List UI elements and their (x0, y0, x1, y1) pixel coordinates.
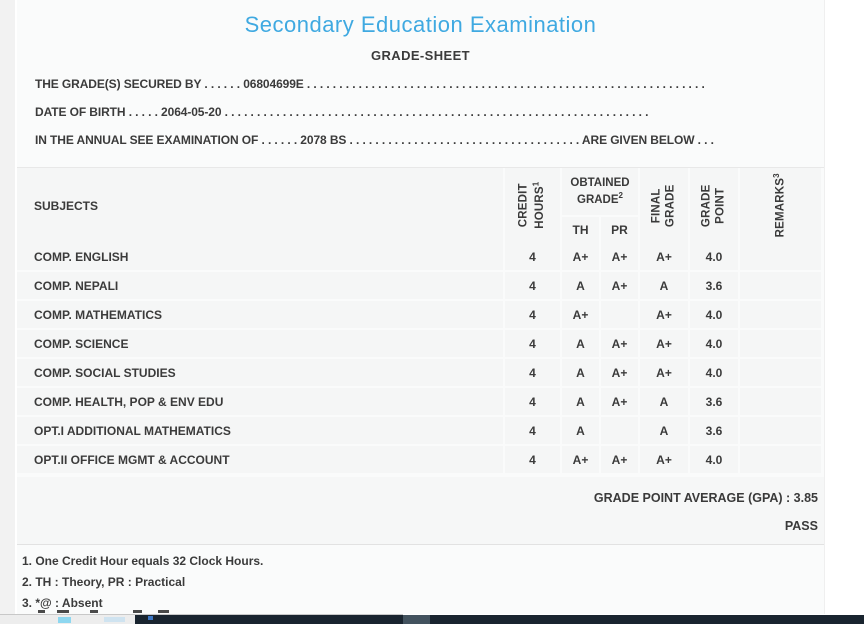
summary-block (17, 477, 824, 545)
pr-grade-cell (601, 301, 638, 328)
th-grade-cell: A (562, 359, 599, 386)
credit-cell: 4 (505, 243, 560, 270)
subject-cell: COMP. HEALTH, POP & ENV EDU (17, 388, 503, 415)
grade-point-cell: 4.0 (690, 359, 738, 386)
info-line-grades-secured-by: THE GRADE(S) SECURED BY . . . . . . 06804699E . . . . . . . . . . . . . . . . . . . . . . . . . . . . . . . . . . . . . . . . . . . . . . . . . . . . . . . . . . . . . . (35, 77, 705, 91)
column-header-th: TH (562, 217, 599, 243)
grade-point-cell: 4.0 (690, 243, 738, 270)
remarks-cell (740, 359, 821, 386)
final-grade-cell: A (640, 388, 688, 415)
grade-point-cell: 4.0 (690, 446, 738, 473)
remarks-cell (740, 446, 821, 473)
th-grade-cell: A+ (562, 301, 599, 328)
credit-cell: 4 (505, 388, 560, 415)
table-header-row (17, 168, 821, 243)
grade-point-cell: 4.0 (690, 330, 738, 357)
footnote-3: 3. *@ : Absent (22, 596, 103, 610)
info-line-date-of-birth: DATE OF BIRTH . . . . . 2064-05-20 . . . . . . . . . . . . . . . . . . . . . . . . . . . . . . . . . . . . . . . . . . . . . . . . . . . . . . . . . . . . . . . . . . (35, 105, 649, 119)
final-grade-cell: A+ (640, 330, 688, 357)
subject-cell: COMP. NEPALI (17, 272, 503, 299)
th-grade-cell: A+ (562, 446, 599, 473)
grade-point-cell: 4.0 (690, 301, 738, 328)
subject-cell: COMP. SOCIAL STUDIES (17, 359, 503, 386)
final-grade-cell: A+ (640, 446, 688, 473)
table-row (17, 243, 821, 270)
credit-cell: 4 (505, 417, 560, 444)
credit-cell: 4 (505, 330, 560, 357)
taskbar-dark-segment[interactable] (135, 615, 864, 624)
grade-point-cell: 3.6 (690, 272, 738, 299)
result-status: PASS (784, 519, 818, 533)
table-row (17, 417, 821, 444)
th-grade-cell: A (562, 417, 599, 444)
remarks-cell (740, 272, 821, 299)
footnote-1: 1. One Credit Hour equals 32 Clock Hours. (22, 554, 264, 568)
grade-point-cell: 3.6 (690, 417, 738, 444)
column-header-obtained-grade: OBTAINED GRADE$^2$ TH PR (562, 168, 638, 243)
pr-grade-cell: A+ (601, 359, 638, 386)
table-row (17, 388, 821, 415)
subject-cell: COMP. SCIENCE (17, 330, 503, 357)
subject-cell: COMP. ENGLISH (17, 243, 503, 270)
pr-grade-cell: A+ (601, 272, 638, 299)
pr-grade-cell: A+ (601, 330, 638, 357)
remarks-cell (740, 330, 821, 357)
final-grade-cell: A+ (640, 359, 688, 386)
remarks-cell (740, 243, 821, 270)
credit-cell: 4 (505, 359, 560, 386)
grade-point-cell: 3.6 (690, 388, 738, 415)
final-grade-cell: A+ (640, 301, 688, 328)
remarks-cell (740, 301, 821, 328)
column-header-credit-hours: CREDIT HOURS$^1$ (505, 168, 560, 243)
credit-cell: 4 (505, 446, 560, 473)
table-row (17, 330, 821, 357)
table-row (17, 272, 821, 299)
column-header-final-grade: FINAL GRADE (640, 168, 688, 243)
subject-cell: OPT.I ADDITIONAL MATHEMATICS (17, 417, 503, 444)
table-row (17, 359, 821, 386)
pr-grade-cell: A+ (601, 388, 638, 415)
grade-sheet-page (17, 0, 825, 614)
th-grade-cell: A+ (562, 243, 599, 270)
page-title: Secondary Education Examination (244, 12, 597, 37)
pr-grade-cell (601, 417, 638, 444)
left-edge-strip (0, 0, 15, 614)
taskbar-icon-fragment (58, 617, 71, 623)
credit-cell: 4 (505, 272, 560, 299)
credit-cell: 4 (505, 301, 560, 328)
table-row (17, 446, 821, 473)
th-grade-cell: A (562, 388, 599, 415)
pr-grade-cell: A+ (601, 446, 638, 473)
th-grade-cell: A (562, 272, 599, 299)
final-grade-cell: A (640, 417, 688, 444)
column-header-subjects: SUBJECTS (17, 168, 503, 243)
column-header-remarks: REMARKS$^3$ (740, 168, 821, 243)
remarks-cell (740, 417, 821, 444)
footnote-2: 2. TH : Theory, PR : Practical (22, 575, 186, 589)
taskbar-icon-fragment (104, 617, 125, 622)
th-grade-cell: A (562, 330, 599, 357)
column-header-grade-point: GRADE POINT (690, 168, 738, 243)
subject-cell: COMP. MATHEMATICS (17, 301, 503, 328)
column-header-pr: PR (601, 217, 638, 243)
table-body (17, 243, 821, 475)
remarks-cell (740, 388, 821, 415)
page-subtitle: GRADE-SHEET (370, 48, 471, 63)
pr-grade-cell: A+ (601, 243, 638, 270)
final-grade-cell: A+ (640, 243, 688, 270)
taskbar-icon-fragment (148, 616, 153, 620)
info-line-examination-year: IN THE ANNUAL SEE EXAMINATION OF . . . . . . 2078 BS . . . . . . . . . . . . . . . . . . . . . . . . . . . . . . . . . . . . ARE GIVEN BELOW . . . (35, 133, 714, 147)
taskbar-slate-segment[interactable] (403, 615, 430, 624)
gpa-value: GRADE POINT AVERAGE (GPA) : 3.85 (593, 491, 818, 505)
subject-cell: OPT.II OFFICE MGMT & ACCOUNT (17, 446, 503, 473)
final-grade-cell: A (640, 272, 688, 299)
taskbar-light-segment[interactable] (0, 615, 135, 624)
table-row (17, 301, 821, 328)
